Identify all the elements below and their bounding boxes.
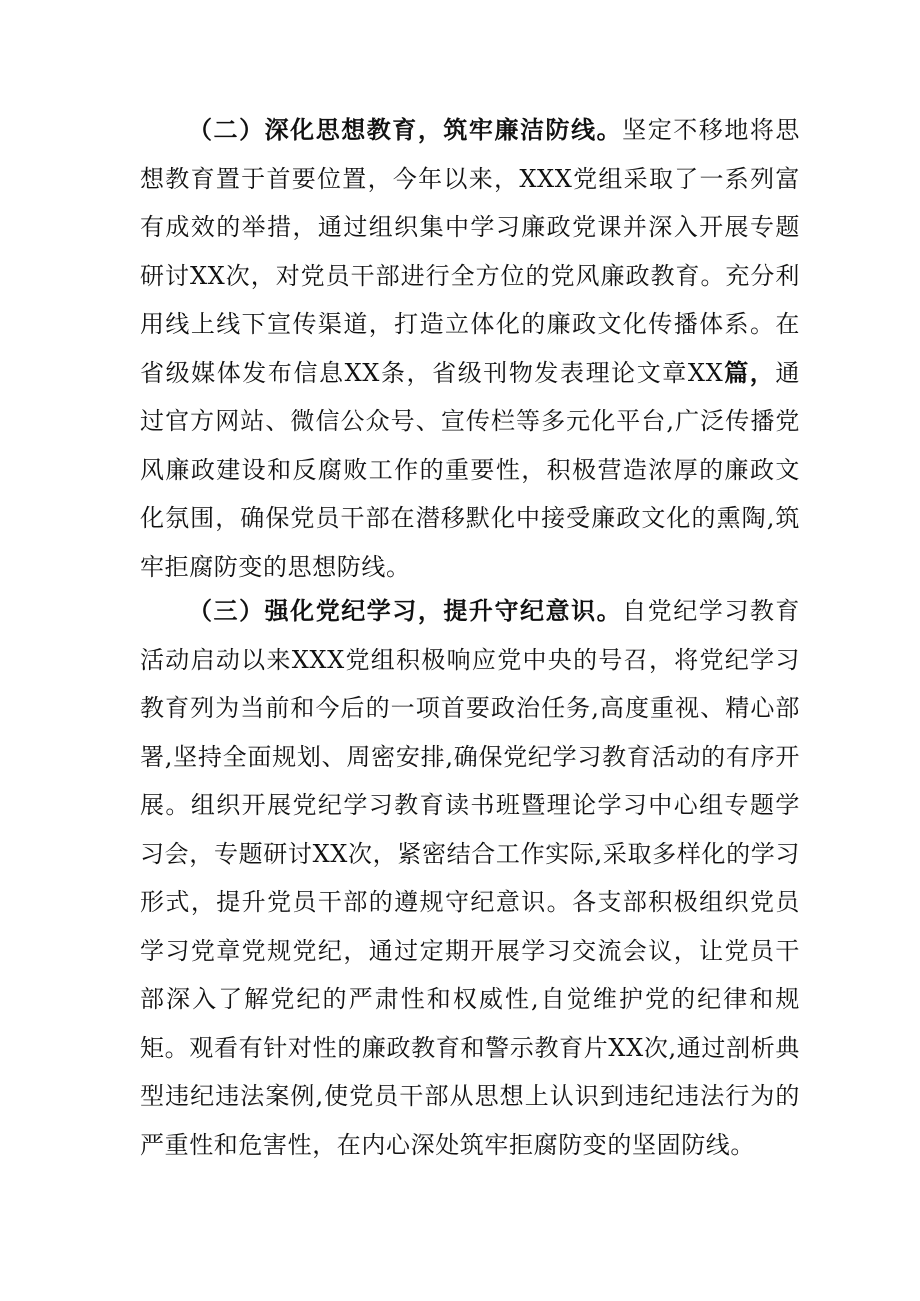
section-three-body: 自党纪学习教育活动启动以来XXX党组积极响应党中央的号召，将党纪学习教育列为当前和今后的一项首要政治任务,高度重视、精心部署,坚持全面规划、周密安排,确保党纪学习教育活动的有序开展。组织开展党纪学习教育读书班暨理论学习中心组专题学习会，专题研讨XX次，紧密结合工作实际,采取多样化的学习形式，提升党员干部的遵规守纪意识。各支部积极组织党员学习党章党规党纪，通过定期开展学习交流会议，让党员干部深入了解党纪的严肃性和权威性,自觉维护党的纪律和规矩。观看有针对性的廉政教育和警示教育片XX次,通过剖析典型违纪违法案例,使党员干部从思想上认识到违纪违法行为的严重性和危害性，在内心深处筑牢拒腐防变的坚固防线。	[140, 597, 801, 1159]
section-two-emphasis: 篇，	[723, 357, 776, 387]
section-two-heading: （二）深化思想教育，筑牢廉洁防线。	[188, 116, 623, 144]
section-three-heading: （三）强化党纪学习，提升守纪意识。	[188, 597, 623, 625]
section-two-paragraph	[140, 106, 800, 591]
section-two-body-part1: 坚定不移地将思想教育置于首要位置，今年以来，XXX党组采取了一系列富有成效的举措，通过组织集中学习廉政党课并深入开展专题研讨XX次，对党员干部进行全方位的党风廉政教育。充分利用线上线下宣传渠道，打造立体化的廉政文化传播体系。在省级媒体发布信息XX条，省级刊物发表理论文章XX	[140, 116, 801, 387]
section-two-body-part2: 通过官方网站、微信公众号、宣传栏等多元化平台,广泛传播党风廉政建设和反腐败工作的重要性，积极营造浓厚的廉政文化氛围，确保党员干部在潜移默化中接受廉政文化的熏陶,筑牢拒腐防变的思想防线。	[140, 358, 800, 581]
section-three-paragraph	[140, 587, 800, 1169]
